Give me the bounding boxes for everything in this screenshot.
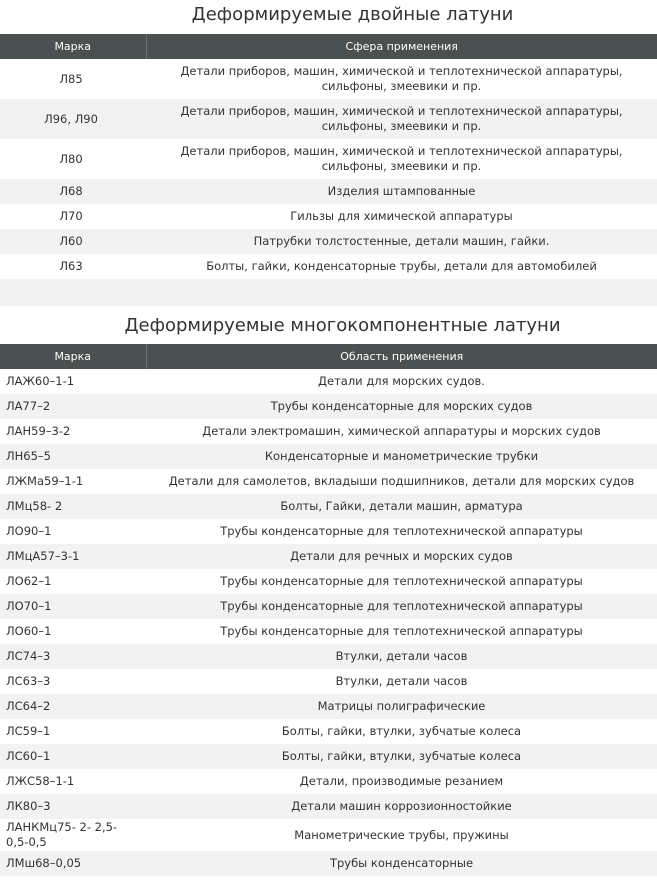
- use-cell: Детали для самолетов, вкладыши подшипников, детали для морских судов: [168, 474, 635, 488]
- column-header-grade: Марка: [0, 344, 146, 369]
- grade-cell: ЛО62–1: [6, 574, 52, 588]
- grade-cell: ЛЖС58–1-1: [6, 774, 75, 788]
- grade-cell: ЛА77–2: [6, 399, 51, 413]
- table-row: [0, 369, 657, 394]
- table-row: [0, 99, 657, 139]
- use-cell: Втулки, детали часов: [335, 649, 468, 663]
- use-cell: Конденсаторные и манометрические трубки: [264, 449, 539, 463]
- spacer-cell: [146, 279, 657, 306]
- grade-cell: ЛС60–1: [6, 749, 51, 763]
- grade-cell: ЛС59–1: [6, 724, 51, 738]
- use-cell: Детали машин коррозионностойкие: [291, 799, 512, 813]
- table-row: [0, 419, 657, 444]
- use-cell: Трубы конденсаторные для теплотехнической аппаратуры: [220, 524, 583, 538]
- section-title-double-brass: Деформируемые двойные латуни: [191, 4, 514, 25]
- table-row: [0, 204, 657, 229]
- grade-cell: ЛАНКМц75- 2- 2,5- 0,5-0,5: [6, 820, 118, 849]
- use-cell: Изделия штампованные: [327, 184, 476, 198]
- grade-cell: ЛС64–2: [6, 699, 51, 713]
- table-row: [0, 819, 657, 851]
- table-row: [0, 619, 657, 644]
- column-header-use: Сфера применения: [345, 40, 458, 53]
- use-cell: Патрубки толстостенные, детали машин, гайки.: [253, 234, 550, 248]
- use-cell: Трубы конденсаторные для теплотехнической аппаратуры: [220, 599, 583, 613]
- table-row: [0, 744, 657, 769]
- grade-cell: ЛК80–3: [6, 799, 51, 813]
- table-row: [0, 769, 657, 794]
- use-cell: Детали приборов, машин, химической и теплотехнической аппаратуры, сильфоны, змеевики и пр.: [180, 104, 623, 133]
- use-cell: Трубы конденсаторные для теплотехнической аппаратуры: [220, 624, 583, 638]
- table-row: [0, 594, 657, 619]
- use-cell: Детали для речных и морских судов: [290, 549, 513, 563]
- table-row: [0, 719, 657, 744]
- grade-cell: ЛМш68–0,05: [6, 856, 82, 870]
- use-cell: Болты, гайки, втулки, зубчатые колеса: [281, 724, 522, 738]
- table-row: [0, 59, 657, 99]
- use-cell: Болты, гайки, втулки, зубчатые колеса: [281, 749, 522, 763]
- grade-cell: ЛАЖ60–1-1: [6, 374, 75, 388]
- use-cell: Детали приборов, машин, химической и теплотехнической аппаратуры, сильфоны, змеевики и пр.: [180, 144, 623, 173]
- double-brass-table: [0, 34, 657, 306]
- use-cell: Болты, Гайки, детали машин, арматура: [280, 499, 523, 513]
- grade-cell: Л96, Л90: [44, 111, 98, 126]
- grade-cell: ЛО90–1: [6, 524, 52, 538]
- grade-cell: Л60: [59, 234, 83, 248]
- use-cell: Детали, производимые резанием: [299, 774, 504, 788]
- use-cell: Гильзы для химической аппаратуры: [290, 209, 513, 223]
- table-row: [0, 494, 657, 519]
- grade-cell: ЛЖМа59–1-1: [6, 474, 84, 488]
- table-row: [0, 229, 657, 254]
- use-cell: Манометрические трубы, пружины: [294, 827, 509, 842]
- table-row: [0, 544, 657, 569]
- spacer-cell: [0, 279, 146, 306]
- grade-cell: Л85: [59, 71, 83, 86]
- grade-cell: Л68: [59, 184, 83, 198]
- table-row: [0, 694, 657, 719]
- table-header-row: [0, 344, 657, 369]
- column-header-grade: Марка: [0, 34, 146, 59]
- grade-cell: ЛАН59–3-2: [6, 424, 71, 438]
- grade-cell: Л63: [59, 259, 83, 273]
- use-cell: Матрицы полиграфические: [317, 699, 486, 713]
- table-row: [0, 469, 657, 494]
- grade-cell: ЛО70–1: [6, 599, 52, 613]
- table-row: [0, 519, 657, 544]
- table-row: [0, 394, 657, 419]
- use-cell: Трубы конденсаторные для теплотехнической аппаратуры: [220, 574, 583, 588]
- grade-cell: ЛН65–5: [6, 449, 51, 463]
- table-header-row: [0, 34, 657, 59]
- use-cell: Детали для морских судов.: [318, 374, 485, 388]
- table-row: [0, 444, 657, 469]
- table-row: [0, 569, 657, 594]
- table-row: [0, 139, 657, 179]
- table-row: [0, 669, 657, 694]
- table-row: [0, 644, 657, 669]
- use-cell: Детали электромашин, химической аппаратуры и морских судов: [202, 424, 601, 438]
- grade-cell: Л80: [59, 151, 83, 166]
- grade-cell: Л70: [59, 209, 83, 223]
- use-cell: Трубы конденсаторные для морских судов: [270, 399, 533, 413]
- use-cell: Детали приборов, машин, химической и теплотехнической аппаратуры, сильфоны, змеевики и пр.: [180, 64, 623, 93]
- table-row: [0, 794, 657, 819]
- grade-cell: ЛС74–3: [6, 649, 51, 663]
- grade-cell: ЛМц58- 2: [6, 499, 63, 513]
- grade-cell: ЛС63–3: [6, 674, 51, 688]
- table-spacer-row: [0, 279, 657, 306]
- use-cell: Втулки, детали часов: [335, 674, 468, 688]
- table-row: [0, 179, 657, 204]
- section-title-multicomponent-brass: Деформируемые многокомпонентные латуни: [124, 315, 561, 336]
- use-cell: Болты, гайки, конденсаторные трубы, детали для автомобилей: [206, 259, 597, 273]
- grade-cell: ЛМцА57–3-1: [6, 549, 80, 563]
- multicomponent-brass-table: [0, 344, 657, 876]
- use-cell: Трубы конденсаторные: [329, 856, 474, 870]
- column-header-use: Область применения: [340, 350, 464, 363]
- grade-cell: ЛО60–1: [6, 624, 52, 638]
- table-row: [0, 254, 657, 279]
- table-row: [0, 851, 657, 876]
